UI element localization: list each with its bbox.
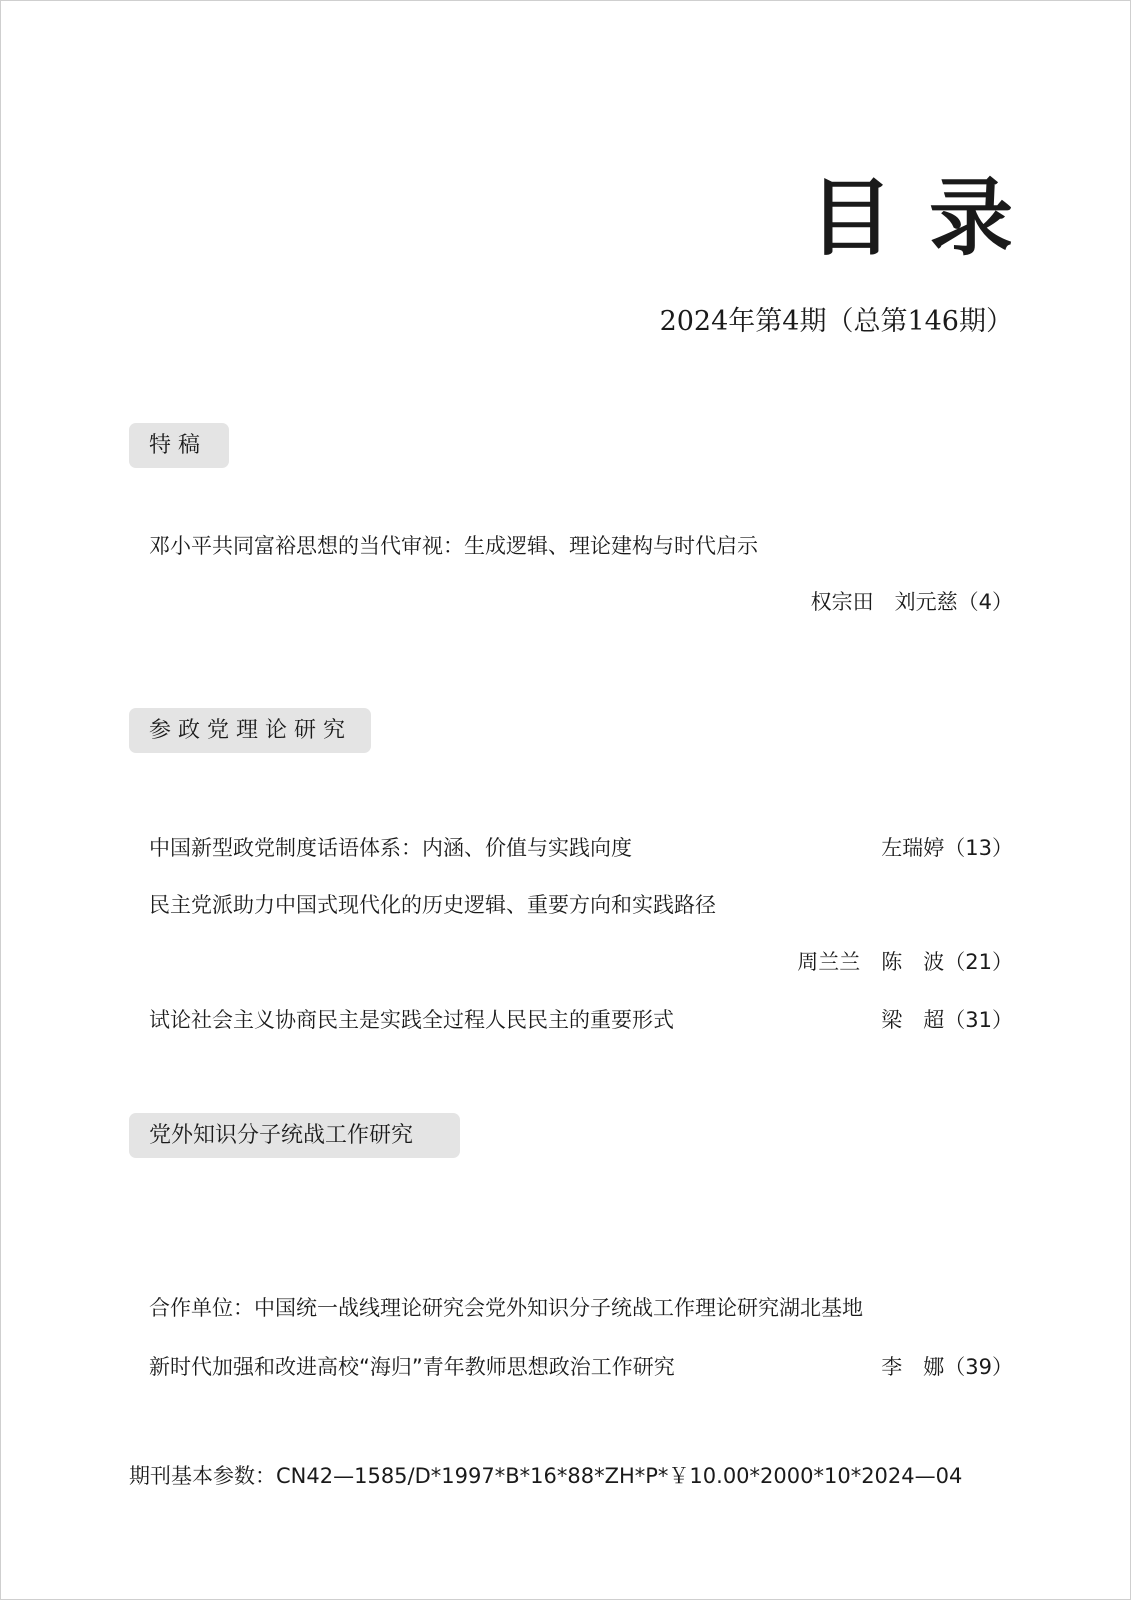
journal-parameters: 期刊基本参数：CN42—1585/D*1997*B*16*88*ZH*P*￥10.00*2000*10*2024—04 [129,1464,963,1488]
entry-author-page: 权宗田 刘元慈（4） [810,590,1013,614]
entry-author-page: 周兰兰 陈 波（21） [797,950,1013,974]
entry-title: 邓小平共同富裕思想的当代审视：生成逻辑、理论建构与时代启示 [149,534,758,558]
entry-author-page: 李 娜（39） [881,1355,1013,1379]
section-heading-special: 特 稿 [129,423,229,468]
page-title: 目录 [808,168,1049,267]
section-heading-intellectuals: 党外知识分子统战工作研究 [129,1113,460,1158]
entry-title: 民主党派助力中国式现代化的历史逻辑、重要方向和实践路径 [149,893,716,917]
entry-title: 中国新型政党制度话语体系：内涵、价值与实践向度 [149,836,632,860]
entry-title: 试论社会主义协商民主是实践全过程人民民主的重要形式 [149,1008,674,1032]
section-heading-party-theory: 参 政 党 理 论 研 究 [129,708,371,753]
cooperation-note: 合作单位：中国统一战线理论研究会党外知识分子统战工作理论研究湖北基地 [149,1296,863,1320]
entry-author-page: 梁 超（31） [881,1008,1013,1032]
entry-title: 新时代加强和改进高校“海归”青年教师思想政治工作研究 [149,1355,675,1379]
issue-number: 2024年第4期（总第146期） [659,306,1013,337]
entry-author-page: 左瑞婷（13） [881,836,1013,860]
